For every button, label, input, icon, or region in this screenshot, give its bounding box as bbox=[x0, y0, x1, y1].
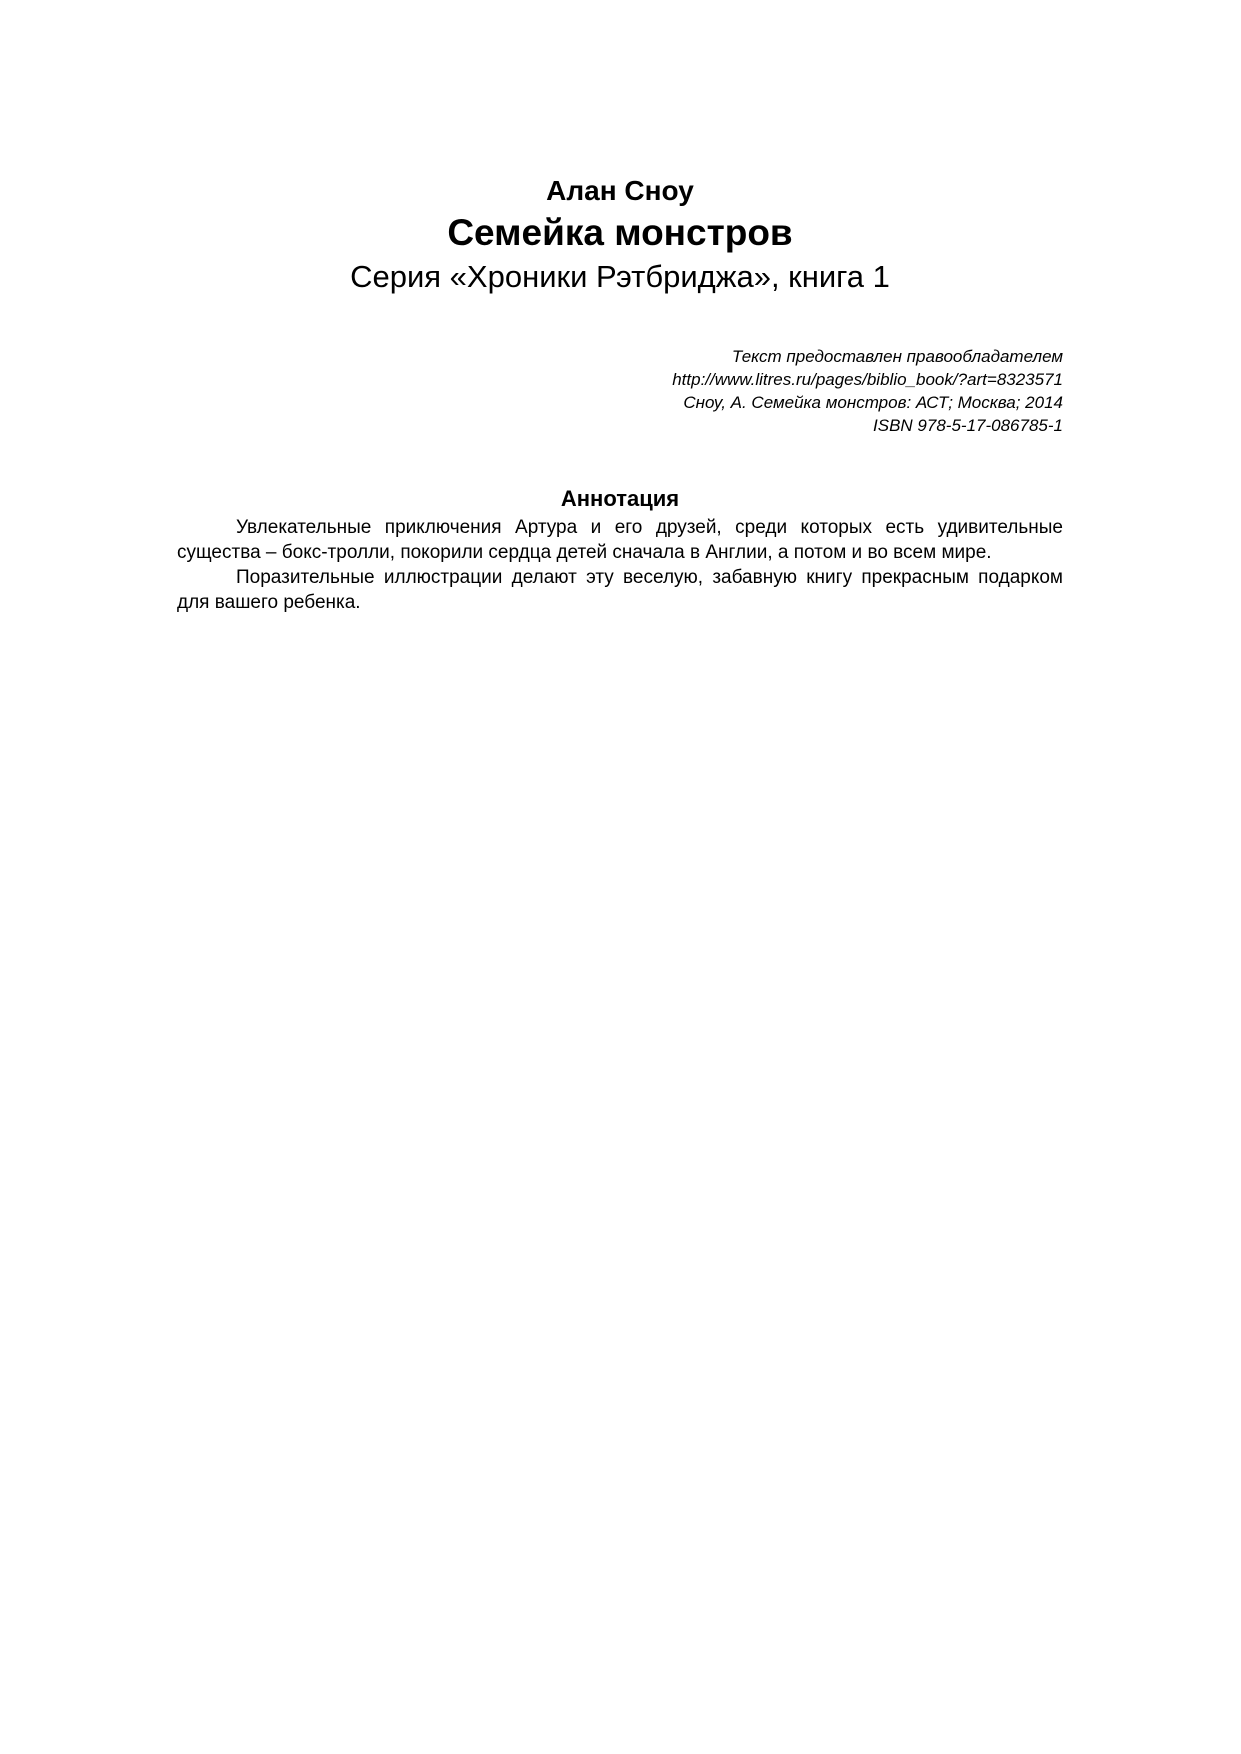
title-block bbox=[177, 172, 1063, 298]
author-name: Алан Сноу bbox=[546, 175, 694, 206]
citation-line: Сноу, А. Семейка монстров: АСТ; Москва; 2014 bbox=[683, 393, 1063, 412]
annotation-heading: Аннотация bbox=[560, 486, 680, 511]
annotation-body bbox=[177, 515, 1063, 615]
source-url: http://www.litres.ru/pages/biblio_book/?art=8323571 bbox=[672, 370, 1063, 389]
series-line: Серия «Хроники Рэтбриджа», книга 1 bbox=[350, 259, 890, 294]
annotation-paragraph: Поразительные иллюстрации делают эту веселую, забавную книгу прекрасным подарком для вашего ребенка. bbox=[177, 567, 1063, 613]
provided-by-line: Текст предоставлен правообладателем bbox=[731, 347, 1063, 366]
book-title: Семейка монстров bbox=[447, 212, 793, 253]
publication-info bbox=[177, 345, 1063, 437]
annotation-paragraph: Увлекательные приключения Артура и его друзей, среди которых есть удивительные существа – бокс-тролли, покорили сердца детей сначала в Англии, а потом и во всем мире. bbox=[177, 517, 1063, 563]
isbn-line: ISBN 978-5-17-086785-1 bbox=[873, 416, 1063, 435]
document-page bbox=[177, 0, 1063, 1754]
